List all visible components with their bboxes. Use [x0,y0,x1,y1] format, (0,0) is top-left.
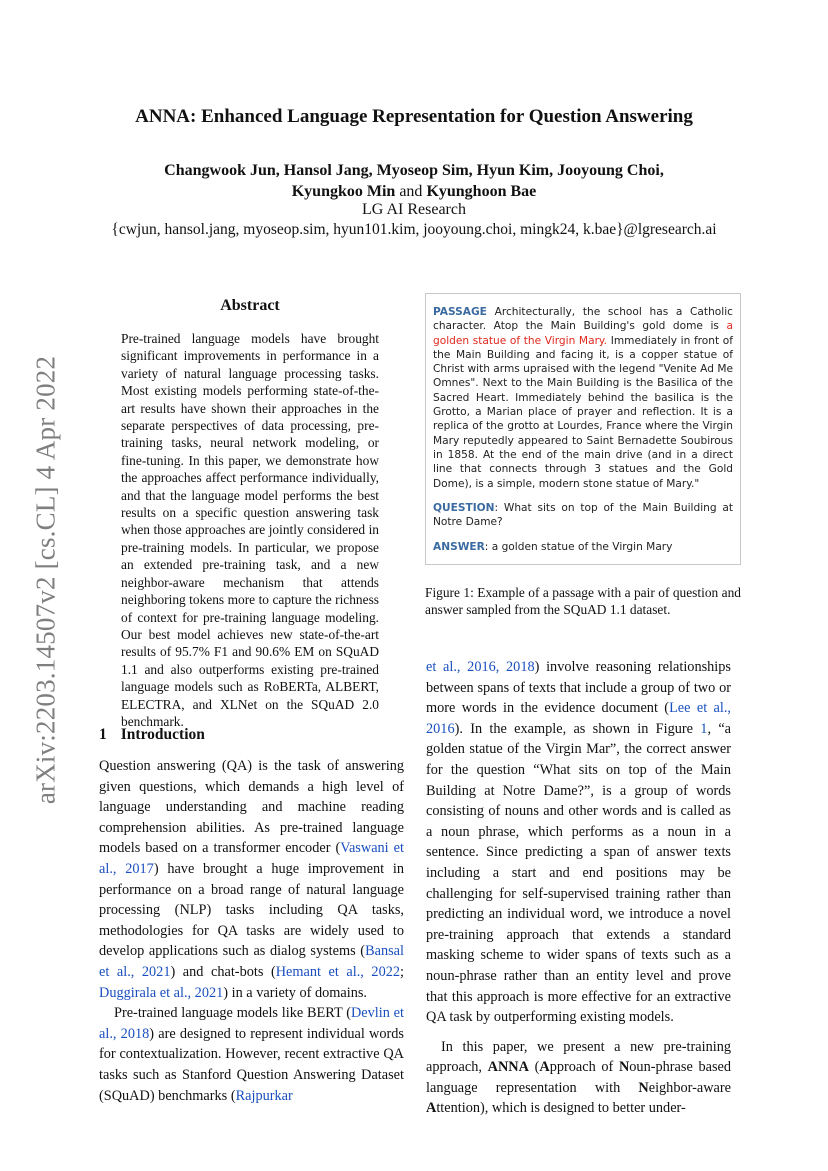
text-run: ) have brought a huge improvement in performance on a broad range of natural language processing (NLP) tasks including QA tasks, methodologies for QA tasks are widely used to develop applications such as dialog systems ( [99,860,404,960]
text-run: pproach of [549,1059,619,1076]
question-label: QUESTION [433,501,495,514]
figure-example-box [425,293,741,565]
author-line-2 [0,181,828,202]
question: QUESTION: What sits on top of the Main Building at Notre Dame? [433,501,733,529]
text-run: ) are designed to represent individual words for contextualization. However, recent extractive QA tasks such as Stanford Question Answering Dataset (SQuAD) benchmarks ( [99,1025,404,1104]
text-run: Pre-trained language models like BERT ( [114,1005,351,1022]
right-column-body [426,657,731,1119]
citation-link[interactable]: Devlin et al., 2018 [99,1005,405,1042]
text-run: In this paper, we present a new pre-training approach, [426,1038,731,1076]
text-run: ; [400,963,404,980]
passage-text: Architecturally, the school has a Catholic character. Atop the Main Building's gold dome is [433,306,733,333]
question-text: What sits on top of the Main Building at Notre Dame? [433,501,733,529]
section-heading [99,726,205,744]
passage-text: Immediately in front of the Main Building and facing it, is a copper statue of Christ with arms upraised with the legend "Venite Ad Me Omnes". Next to the Main Building is the Basilica of the Sacred Heart. Immediately behind the basilica is the Grotto, a Marian place of prayer and reflection. It is a replica of the grotto at Lourdes, France where the Virgin Mary reputedly appeared to Saint Bernadette Soubirous in 1858. At the end of the main drive (and in a direct line that connects through 3 statues and the Gold Dome), is a simple, modern stone statue of Mary." [433,334,733,490]
answer: ANSWER: a golden statue of the Virgin Mary [433,541,673,554]
passage-label: PASSAGE [433,306,487,318]
author-conjunction: and [399,183,423,200]
abstract-text: Pre-trained language models have brought significant improvements in performance in a variety of natural language processing tasks. Most existing models performing state-of-the-art results have shown their approaches in the separate perspectives of data processing, pre-training tasks, neural network modeling, or fine-tuning. In this paper, we demonstrate how the approaches affect performance individually, and that the language model performs the best results on a specific question answering task when those approaches are jointly considered in pre-training models. In particular, we propose an extended pre-training task, and a new neighbor-aware mechanism that attends neighboring tokens more to capture the richness of context for pre-training language modeling. Our best model achieves new state-of-the-art results of 95.7% F1 and 90.6% EM on SQuAD 1.1 and also outperforms existing pre-trained language models such as RoBERTa, ALBERT, ELECTRA, and XLNet on the SQuAD 2.0 benchmark. [121,331,379,729]
author-name: Kyungkoo Min [291,183,396,200]
author-name: Kyunghoon Bae [426,183,537,200]
paper-title: ANNA: Enhanced Language Representation for Question Answering [135,106,693,127]
arxiv-sidebar [30,355,61,805]
citation-link[interactable]: Bansal et al., 2021 [99,943,404,980]
paragraph [426,657,731,1028]
author-line-1: Changwook Jun, Hansol Jang, Myoseop Sim, Hyun Kim, Jooyoung Choi, [164,162,664,179]
section-title: Introduction [120,726,205,743]
figure-reference-link[interactable]: 1 [700,720,708,737]
text-run: oun-phrase based language representation with [426,1059,732,1096]
text-run: , “a golden statue of the Virgin Mar”, the correct answer for the question “What sits on top of the Main Building at Notre Dame?”, is a group of words consisting of nouns and other words and is called as a noun phrase, which performs as a noun in a sentence. Since predicting a span of answer texts including a start and end positions may be challenging for self-supervised training rather than predicting an individual word, we introduce a novel pre-training approach that extends a standard masking scheme to wider spans of texts such as a noun-phrase rather than an entity level and prove that this approach is more effective for an extractive QA task by outperforming existing models. [426,720,732,1026]
section-number: 1 [99,726,107,743]
paragraph [99,756,404,1003]
acronym-letter: N [618,1059,630,1076]
acronym-letter: A [539,1059,550,1076]
affiliation: LG AI Research [362,201,466,218]
acronym-letter: N [638,1079,649,1096]
text-run: Question answering (QA) is the task of answering given questions, which demands a high level of language understanding and machine reading comprehension abilities. As pre-trained language models based on a transformer encoder ( [99,758,404,857]
citation-link[interactable]: Vaswani et al., 2017 [99,840,404,877]
text-run: eighbor-aware [648,1079,731,1096]
author-emails: {cwjun, hansol.jang, myoseop.sim, hyun101.kim, jooyoung.choi, mingk24, k.bae}@lgresearch.ai [111,221,717,238]
citation-link[interactable]: Rajpurkar [235,1087,293,1104]
model-name: ANNA [487,1059,529,1076]
arxiv-identifier: arXiv:2203.14507v2 [cs.CL] 4 Apr 2022 [30,355,61,805]
text-run: ( [528,1059,540,1076]
answer-label: ANSWER [433,541,485,554]
text-run: ) and chat-bots ( [170,963,276,980]
paragraph [99,1003,404,1106]
text-run: ) in a variety of domains. [223,984,368,1001]
citation-link[interactable]: Duggirala et al., 2021 [99,984,224,1001]
left-column-body [99,756,404,1106]
citation-link[interactable]: Hemant et al., 2022 [275,963,401,980]
citation-link[interactable]: et al., 2016, 2018 [426,659,535,675]
citation-link[interactable]: Lee et al., 2016 [426,700,732,737]
acronym-letter: A [426,1100,437,1117]
abstract-heading: Abstract [220,297,280,314]
author-list [0,160,828,202]
text-run: ). In the example, as shown in Figure [454,720,701,737]
text-run: ) involve reasoning relationships between spans of texts that include a group of two or more words in the evidence document ( [426,659,731,717]
figure-caption: Figure 1: Example of a passage with a pair of question and answer sampled from the SQuAD 1.1 dataset. [425,585,741,617]
paragraph [426,1037,731,1119]
passage [433,305,733,491]
answer-text: a golden statue of the Virgin Mary [491,541,673,554]
answer-highlight: a golden statue of the Virgin Mary. [433,320,733,347]
text-run: ttention), which is designed to better under- [436,1100,686,1117]
